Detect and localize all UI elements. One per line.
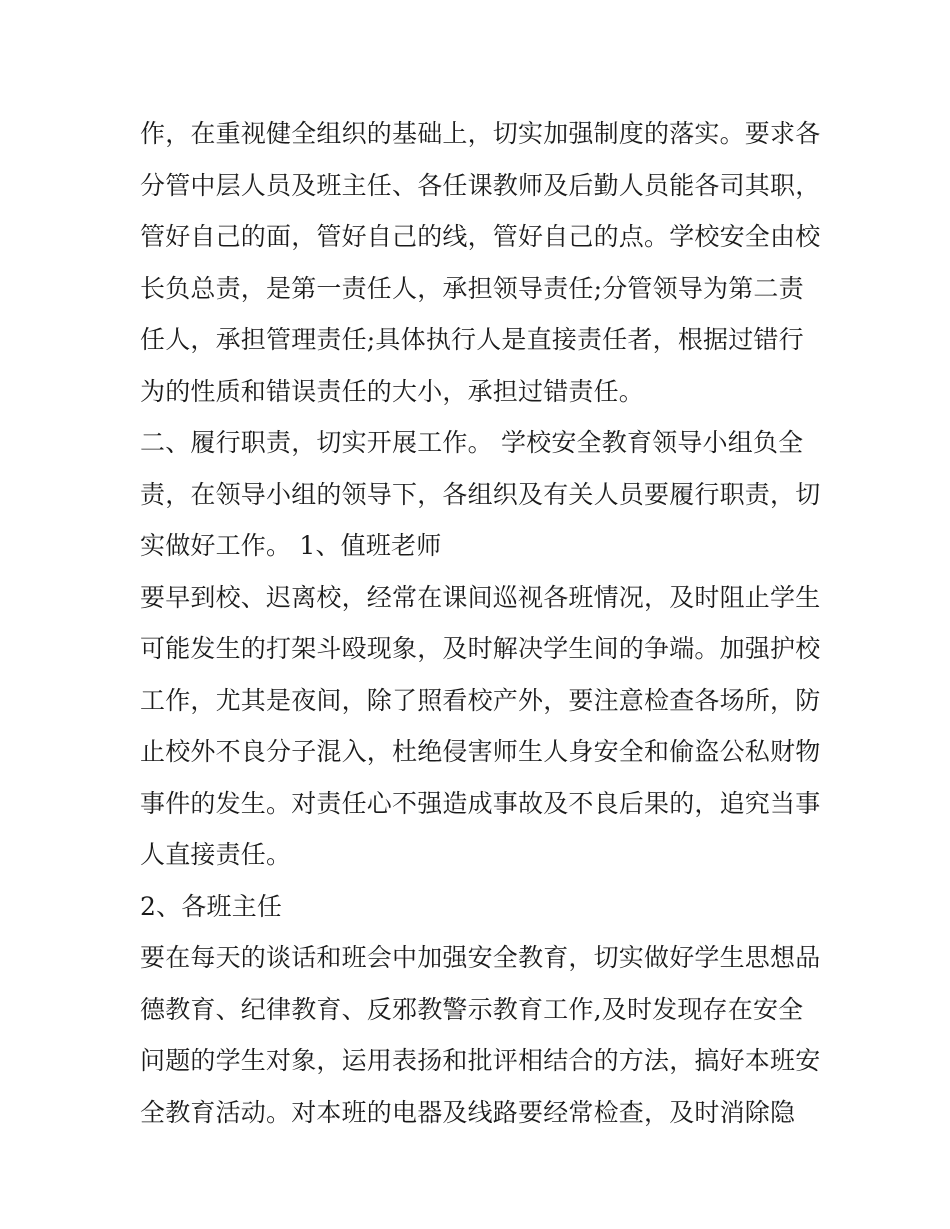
text-line: 全教育活动。对本班的电器及线路要经常检查，及时消除隐	[140, 1097, 796, 1127]
text-line: 要在每天的谈话和班会中加强安全教育，切实做好学生思想品	[140, 943, 821, 972]
document-body	[140, 108, 820, 1138]
text-line: 任人，承担管理责任;具体执行人是直接责任者，根据过错行	[140, 325, 804, 354]
text-line: 为的性质和错误责任的大小，承担过错责任。	[140, 376, 645, 406]
subheading-line: 2、各班主任	[140, 891, 283, 921]
text-line: 人直接责任。	[140, 840, 292, 869]
subheading-line: 实做好工作。 1、值班老师	[140, 531, 442, 560]
text-line: 作，在重视健全组织的基础上，切实加强制度的落实。要求各	[140, 119, 821, 148]
text-line: 问题的学生对象，运用表扬和批评相结合的方法，搞好本班安	[140, 1046, 821, 1075]
text-line: 长负总责，是第一责任人，承担领导责任;分管领导为第二责	[140, 273, 804, 303]
section-heading-line: 二、履行职责，切实开展工作。 学校安全教育领导小组负全	[140, 428, 804, 457]
text-line: 分管中层人员及班主任、各任课教师及后勤人员能各司其职，	[140, 170, 821, 200]
text-line: 可能发生的打架斗殴现象，及时解决学生间的争端。加强护校	[140, 634, 821, 663]
text-line: 止校外不良分子混入，杜绝侵害师生人身安全和偷盗公私财物	[140, 737, 821, 766]
text-line: 要早到校、迟离校，经常在课间巡视各班情况，及时阻止学生	[140, 582, 821, 612]
text-line: 工作，尤其是夜间，除了照看校产外，要注意检查各场所，防	[140, 685, 821, 715]
text-line: 事件的发生。对责任心不强造成事故及不良后果的，追究当事	[140, 788, 821, 818]
text-line: 德教育、纪律教育、反邪教警示教育工作,及时发现存在安全	[140, 994, 804, 1024]
text-line: 责，在领导小组的领导下，各组织及有关人员要履行职责，切	[140, 479, 821, 509]
text-line: 管好自己的面，管好自己的线，管好自己的点。学校安全由校	[140, 222, 821, 251]
